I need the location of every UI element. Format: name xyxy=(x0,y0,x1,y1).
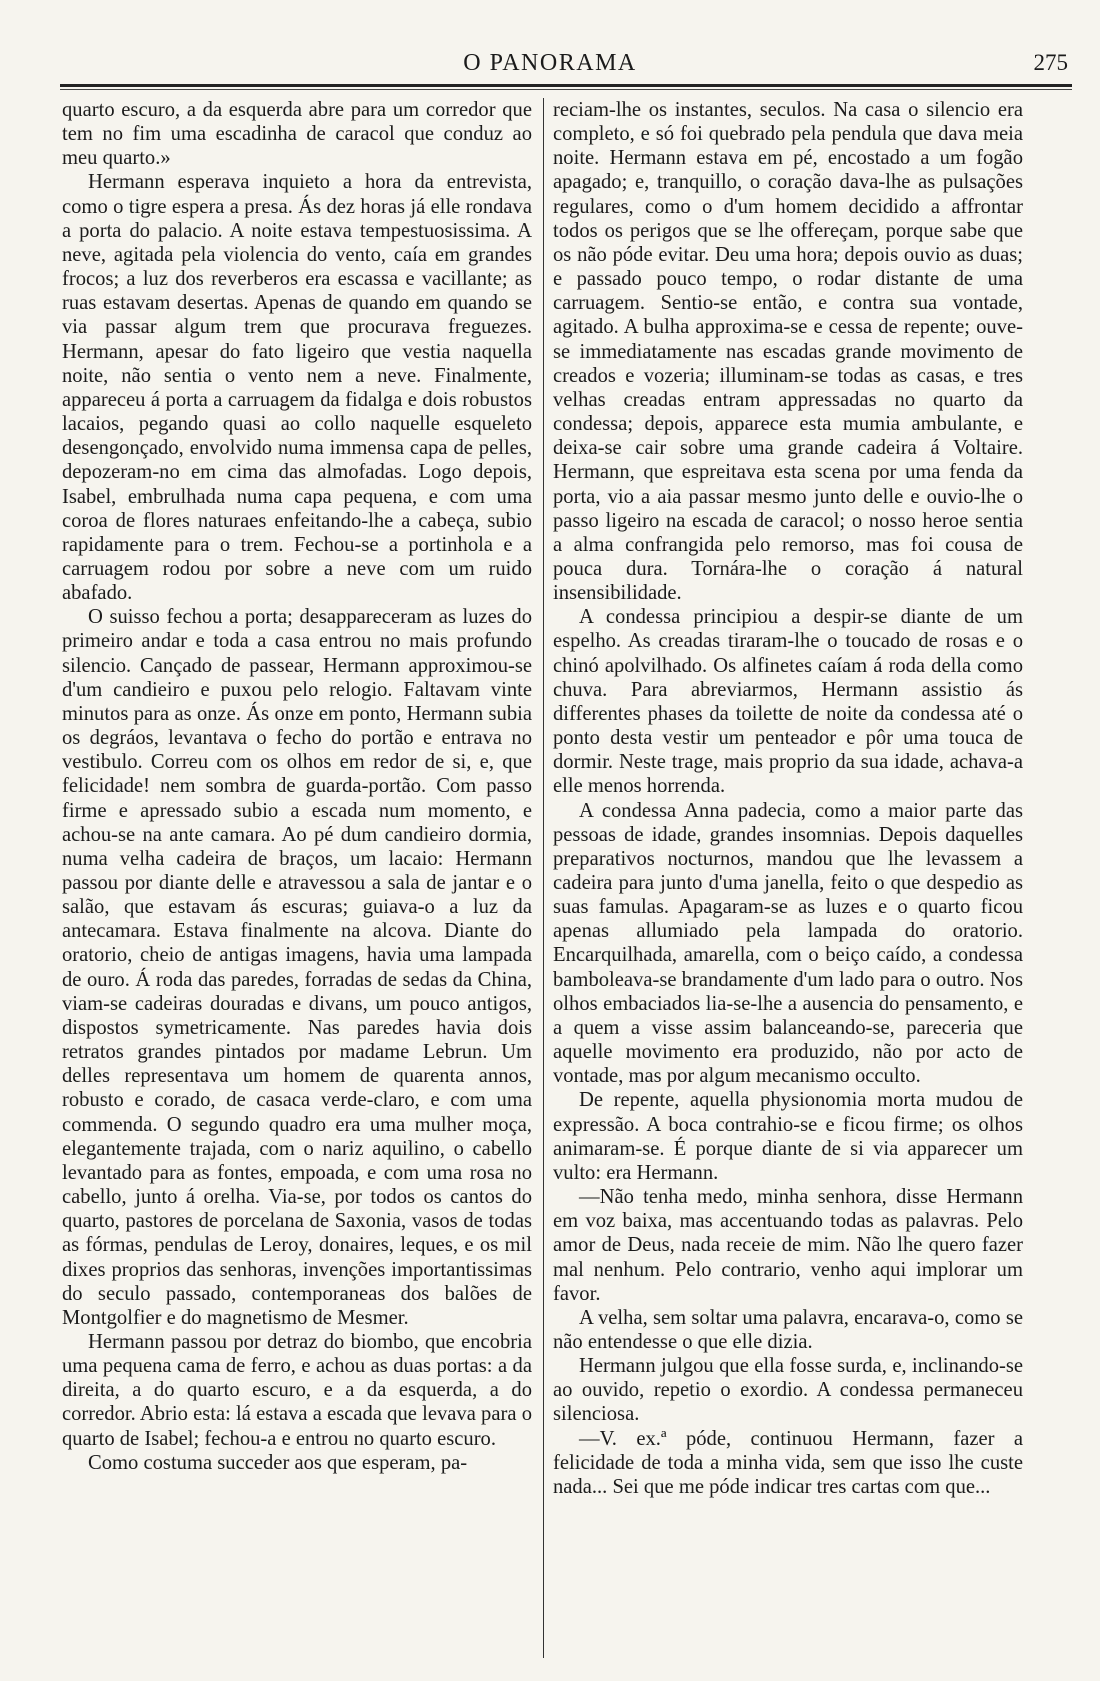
left-column xyxy=(62,98,532,1658)
paragraph: A condessa Anna padecia, como a maior parte das pessoas de idade, grandes insomnias. Depois daquelles preparativos nocturnos, mandou que lhe levassem a cadeira para junto d'uma janella, feito o que despedio as suas famulas. Apagaram-se as luzes e o quarto ficou apenas allumiado pela lampada do oratorio. Encarquilhada, amarella, com o beiço caído, a condessa bamboleava-se brandamente d'um lado para o outro. Nos olhos embaciados lia-se-lhe a ausencia do pensamento, e a quem a visse assim balanceando-se, pareceria que aquelle movimento era produzido, não por acto de vontade, mas por algum mecanismo occulto. xyxy=(553,799,1023,1088)
paragraph: A velha, sem soltar uma palavra, encarava-o, como se não entendesse o que elle dizia. xyxy=(553,1306,1023,1353)
paragraph: —V. ex.ª póde, continuou Hermann, fazer a felicidade de toda a minha vida, sem que isso lhe custe nada... Sei que me póde indicar tres cartas com que... xyxy=(553,1427,1023,1498)
paragraph: Como costuma succeder aos que esperam, pa- xyxy=(88,1451,468,1474)
paragraph: Hermann julgou que ella fosse surda, e, inclinando-se ao ouvido, repetio o exordio. A condessa permaneceu silenciosa. xyxy=(553,1355,1023,1426)
header-rule-thin xyxy=(60,89,1072,90)
column-divider xyxy=(543,98,544,1658)
paragraph: O suisso fechou a porta; desappareceram as luzes do primeiro andar e toda a casa entrou no mais profundo silencio. Cançado de passear, Hermann approximou-se d'um candieiro e puxou pelo relogio. Faltavam vinte minutos para as onze. Ás onze em ponto, Hermann subia os degráos, levantava o fecho do portão e entrava no vestibulo. Correu com os olhos em redor de si, e, que felicidade! nem sombra de guarda-portão. Com passo firme e apressado subio a escada num momento, e achou-se na ante camara. Ao pé dum candieiro dormia, numa velha cadeira de braços, um lacaio: Hermann passou por diante delle e atravessou a sala de jantar e o salão, que estavam ás escuras; guiava-o a luz da antecamara. Estava finalmente na alcova. Diante do oratorio, cheio de antigas imagens, havia uma lampada de ouro. Á roda das paredes, forradas de sedas da China, viam-se cadeiras douradas e divans, um pouco antigos, dispostos symetricamente. Nas paredes havia dois retratos grandes pintados por madame Lebrun. Um delles representava um homem de quarenta annos, robusto e corado, de casaca verde-claro, e com uma commenda. O segundo quadro era uma mulher moça, elegantemente trajada, com o nariz aquilino, o cabello levantado para as fontes, empoada, e com uma rosa no cabello, junto á orelha. Via-se, por todos os cantos do quarto, pastores de porcelana de Saxonia, vasos de todas as fórmas, pendulas de Leroy, donaires, leques, e os mil dixes proprios das senhoras, invenções importantissimas do seculo passado, contemporaneas dos balões de Montgolfier e do magnetismo de Mesmer. xyxy=(62,606,532,1329)
header-rule xyxy=(60,84,1072,87)
page-title: O PANORAMA xyxy=(463,50,637,76)
page-number: 275 xyxy=(1033,50,1068,75)
paragraph: reciam-lhe os instantes, seculos. Na casa o silencio era completo, e só foi quebrado pela pendula que dava meia noite. Hermann estava em pé, encostado a um fogão apagado; e, tranquillo, o coração dava-lhe as pulsações regulares, como o d'um homem decidido a affrontar todos os perigos que se lhe offereçam, porque sabe que os não póde evitar. Deu uma hora; depois ouvio as duas; e passado pouco tempo, o rodar distante de uma carruagem. Sentio-se então, e contra sua vontade, agitado. A bulha approxima-se e cessa de repente; ouve-se immediatamente nas escadas grande movimento de creados e vozeria; illuminam-se todas as casas, e tres velhas creadas entram appressadas no quarto da condessa; depois, apparece esta mumia ambulante, e deixa-se cair sobre uma grande cadeira á Voltaire. Hermann, que espreitava esta scena por uma fenda da porta, vio a aia passar mesmo junto delle e ouvio-lhe o passo ligeiro na escada de caracol; o nosso heroe sentia a alma confrangida pelo remorso, mas foi cousa de pouca dura. Tornára-lhe o coração á natural insensibilidade. xyxy=(553,99,1023,605)
paragraph: quarto escuro, a da esquerda abre para um corredor que tem no fim uma escadinha de caracol que conduz ao meu quarto.» xyxy=(62,99,532,170)
paragraph: A condessa principiou a despir-se diante de um espelho. As creadas tiraram-lhe o toucado de rosas e o chinó apolvilhado. Os alfinetes caíam á roda della como chuva. Para abreviarmos, Hermann assistio ás differentes phases da toilette de noite da condessa até o ponto desta vestir um penteador e pôr uma touca de dormir. Neste trage, mais proprio da sua idade, achava-a elle menos horrenda. xyxy=(553,606,1023,798)
right-column xyxy=(553,98,1023,1658)
paragraph: —Não tenha medo, minha senhora, disse Hermann em voz baixa, mas accentuando todas as palavras. Pelo amor de Deus, nada receie de mim. Não lhe quero fazer mal nenhum. Pelo contrario, venho aqui implorar um favor. xyxy=(553,1186,1023,1305)
paragraph: Hermann esperava inquieto a hora da entrevista, como o tigre espera a presa. Ás dez horas já elle rondava a porta do palacio. A noite estava tempestuosissima. A neve, agitada pela violencia do vento, caía em grandes frocos; a luz dos reverberos era escassa e vacillante; as ruas estavam desertas. Apenas de quando em quando se via passar algum trem que procurava freguezes. Hermann, apesar do fato ligeiro que vestia naquella noite, não sentia o vento nem a neve. Finalmente, appareceu á porta a carruagem da fidalga e dois robustos lacaios, pegando quasi ao collo naquelle esqueleto desengonçado, envolvido numa immensa capa de pelles, depozeram-no em cima das almofadas. Logo depois, Isabel, embrulhada numa capa pequena, e com uma coroa de flores naturaes enfeitando-lhe a cabeça, subio rapidamente para o trem. Fechou-se a portinhola e a carruagem rodou por sobre a neve com um ruido abafado. xyxy=(62,171,532,605)
paragraph: Hermann passou por detraz do biombo, que encobria uma pequena cama de ferro, e achou as duas portas: a da direita, a do quarto escuro, e a da esquerda, a do corredor. Abrio esta: lá estava a escada que levava para o quarto de Isabel; fechou-a e entrou no quarto escuro. xyxy=(62,1330,532,1450)
paragraph: De repente, aquella physionomia morta mudou de expressão. A boca contrahio-se e ficou firme; os olhos animaram-se. É porque diante de si via apparecer um vulto: era Hermann. xyxy=(553,1089,1023,1184)
